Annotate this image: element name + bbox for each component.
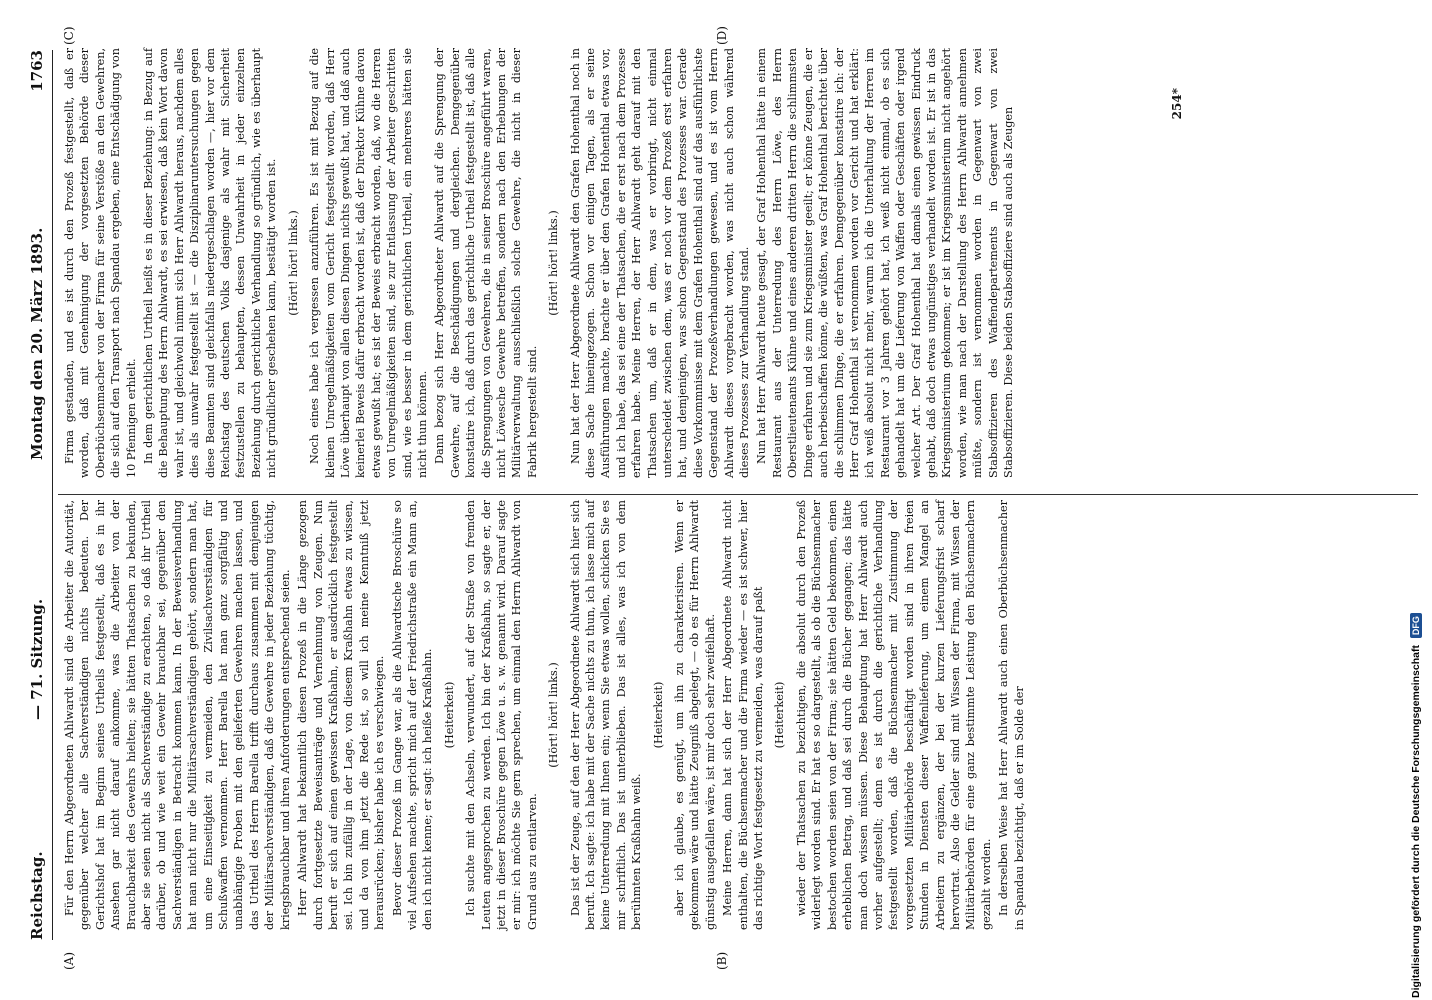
page-number: 1763: [28, 50, 46, 92]
marker-b: (B): [715, 951, 729, 970]
marker-d: (D): [715, 26, 729, 45]
stage-direction: (Hört! hört! links.): [547, 662, 561, 768]
paragraph: Nun hat der Herr Abgeordnete Ahlwardt den Grafen Hohenthal noch in diese Sache hineingezogen. Schon vor einigen Tagen, als er seine Ausführungen machte, brachte er über den Grafen Hohenthal etwas vor, und ich habe, das sei eine der Thatsachen, die er erst nach dem Prozesse erfahren habe. Meine Herren, der Herr Ahlwardt geht darauf mit den Thatsachen um, daß er in dem, was er vorbringt, nicht einmal unterscheidet zwischen dem, was er noch vor dem Prozeß erst erfahren hat, und demjenigen, was schon Gegenstand des Prozesses war. Gerade diese Vorkommnisse mit dem Grafen Hohenthal sind auf das ausführlichste Gegenstand der Prozeßverhandlungen gewesen, und es ist vom Herrn Ahlwardt dieses vorgebracht worden, was nicht auch schon während dieses Prozesses zur Verhandlung stand.: [568, 48, 752, 478]
paragraph: Nun hat Herr Ahlwardt heute gesagt, der Graf Hohenthal hätte in einem Restaurant aus der Unterredung des Herrn Löwe, des Herrn Oberstlieutenants Kühne und eines anderen dritten Herrn die schlimmsten Dinge erfahren und sie zum Kriegsminister geeilt; er könne Zeugen, die er auch herbeischaffen könne, die wüßten, was Graf Hohenthal berichtet über die schlimmen Dinge, die er erfahren. Demgegenüber konstatire ich: der Herr Graf Hohenthal ist vernommen worden vor Gericht und hat erklärt: ich weiß absolut nicht mehr, warum ich die Unterhaltung der Herren im Restaurant vor 3 Jahren gehört hat, ich weiß nicht einmal, ob es sich gehandelt hat um die Lieferung von Waffen oder Geschäften oder irgend welcher Art. Der Graf Hohenthal hat damals einen gewissen Eindruck gehabt, daß doch etwas ungünstiges verhandelt worden ist. Er ist in das Kriegsministerium gekommen; er ist im Kriegsministerium nicht angehört worden, wie man nach der Darstellung des Herrn Ahlwardt annehmen müßte, sondern ist vernommen worden in Gegenwart von zwei Stabsoffizieren des Waffendepartements in Gegenwart von zwei Stabsoffizieren. Diese beiden Stabsoffiziere sind auch als Zeugen: [755, 48, 1015, 478]
paragraph: Noch eines habe ich vergessen anzuführen. Es ist mit Bezug auf die kleinen Unregelmäßigkeiten vom Gericht festgestellt worden, daß Herr Löwe überhaupt von allen diesen Dingen nichts gewußt hat, und daß auch keinerlei Beweis dafür erbracht worden ist, daß der Direktor Kühne davon etwas gewußt hat; es ist der Beweis erbracht worden, daß, wo die Herren von Unregelmäßigkeiten sind, sie zur Entlassung der Arbeiter geschritten sind, wie es besser in dem gerichtlichen Urtheil, ein mehreres hätten sie nicht thun können.: [308, 48, 429, 478]
paragraph: Für den Herrn Abgeordneten Ahlwardt sind die Arbeiter die Autorität, gegenüber welcher alle Sachverständigen nichts bedeuten. Der Gerichtshof hat im Beginn seines Urtheils festgestellt, daß es in ihr Ansehen gar nicht darauf ankomme, was die Arbeiter von der Brauchbarkeit des Gewehrs hielten; sie hätten Thatsachen zu bekunden, aber sie seien nicht als Sachverständige zu erachten, so daß ihr Urtheil darüber, ob und wie weit ein Gewehr brauchbar sei, gegenüber den Sachverständigen in Betracht kommen kann. In der Beweisverhandlung hat man nicht nur die Militärsachverständigen gehört, sondern man hat, um eine Einseitigkeit zu vermeiden, den Zivilsachverständigen für Schußwaffen vernommen. Herr Barella hat man ganz sorgfältig und unabhängige Proben mit den gelieferten Gewehren machen lassen, und das Urtheil des Herrn Barella trifft durchaus zusammen mit demjenigen der Militärsachverständigen, daß die Gewehre in jeder Beziehung tüchtig, kriegsbrauchbar und ihren Anforderungen entsprechend seien.: [63, 500, 292, 930]
stage-direction: (Heiterkeit): [773, 681, 787, 749]
right-column: [62, 48, 1018, 478]
column-divider: [58, 494, 1418, 495]
paragraph: wieder der Thatsachen zu bezichtigen, die absolut durch den Prozeß widerlegt worden sind. Er hat es so dargestellt, als ob die Büchsenmacher bestochen worden seien von der Firma; sie hätten Geld bekommen, einen erheblichen Betrag, und daß sei durch die Bücher gegangen; das hätte man doch wissen müssen. Diese Behauptung hat Herr Ahlwardt auch vorher aufgestellt; denn es ist durch die gerichtliche Verhandlung festgestellt worden, daß die Büchsenmacher mit Zustimmung der vorgesetzten Militärbehörde beschäftigt worden sind in ihren freien Stunden in Diensten dieser Waffenlieferung, um einem Mangel an Arbeitern zu ergänzen, der bei der kurzen Lieferungsfrist scharf hervortrat. Also die Gelder sind mit Wissen der Firma, mit Wissen der Militärbehörden für eine ganz bestimmte Leistung den Büchsenmachern gezahlt worden.: [794, 500, 993, 930]
paragraph: Dann bezog sich Herr Abgeordneter Ahlwardt auf die Sprengung der Gewehre, auf die Beschädigungen und dergleichen. Demgegenüber konstatire ich, daß durch das gerichtliche Urtheil festgestellt ist, daß alle die Sprengungen von Gewehren, die in seiner Broschüre angeführt waren, nicht Löwesche Gewehre betreffen, sondern nach den Erhebungen der Militärverwaltung ausschließlich solche Gewehre, die nicht in dieser Fabrik hergestellt sind.: [433, 48, 539, 478]
header-date: Montag den 20. März 1893.: [28, 227, 46, 460]
paragraph: aber ich glaube, es genügt, um ihn zu charakterisiren. Wenn er gekommen wäre und hätte Zeugniß abgelegt, — ob es für Herrn Ahlwardt günstig ausgefallen wäre, ist mir doch sehr zweifelhaft.: [673, 500, 717, 930]
page-header: [28, 50, 52, 940]
header-session: — 71. Sitzung.: [28, 598, 46, 720]
paragraph: Herr Ahlwardt hat bekanntlich diesen Prozeß in die Länge gezogen durch fortgesetzte Beweisanträge und Vernehmung von Zeugen. Nun beruft er sich auf einen gewissen Kraßhahn, er ausdrücklich festgestellt sei. Ich bin zufällig in der Lage, von diesem Kraßhahn etwas zu wissen, und da von ihm jetzt die Rede ist, so will ich meine Kenntniß jetzt herausrücken; bisher habe ich es verschwiegen.: [296, 500, 387, 930]
credit-text: Digitalisierung gefördert durch die Deutsche Forschungsgemeinschaft: [1410, 645, 1422, 998]
paragraph: Bevor dieser Prozeß im Gange war, als die Ahlwardtsche Broschüre so viel Aufsehen machte, spricht mich auf der Friedrichstraße ein Mann an, den ich nicht kenne; er sagt: ich heiße Kraßhahn.: [390, 500, 435, 930]
left-column: [62, 500, 1029, 930]
digitization-credit: [1402, 0, 1432, 1000]
sheet-signature: 254*: [1170, 88, 1184, 120]
marker-c: (C): [62, 26, 76, 45]
paragraph: Meine Herren, dann hat sich der Herr Abgeordnete Ahlwardt nicht enthalten, die Büchsenmacher und die Firma wieder — es ist schwer, hier das richtige Wort festgesetzt zu vermeiden, was darauf paßt: [721, 500, 766, 930]
paragraph: Firma gestanden, und es ist durch den Prozeß festgestellt, daß er worden, daß mit Genehmigung der vorgesetzten Behörde dieser Oberbüchsenmacher von der Firma für seine Verstöße an den Gewehren, die sich auf den Transport nach Spandau ergeben, eine Entschädigung von 10 Pfennigen erhielt.: [63, 48, 138, 478]
paragraph: In derselben Weise hat Herr Ahlwardt auch einen Oberbüchsenmacher in Spandau bezichtigt, daß er im Solde der: [997, 500, 1026, 930]
stage-direction: (Hört! hört! links.): [547, 210, 561, 316]
paragraph: Ich suchte mit den Achseln, verwundert, auf der Straße von fremden Leuten angesprochen zu werden. Ich bin der Kraßhahn, so sagte er, der jetzt in dieser Broschüre gegen Löwe u. s. w. genannt wird. Darauf sagte er mir: ich möchte Sie gern sprechen, um einmal den Herrn Ahlwardt von Grund aus zu entlarven.: [464, 500, 539, 930]
stage-direction: (Heiterkeit): [442, 681, 456, 749]
marker-a: (A): [62, 951, 76, 970]
paragraph: Das ist der Zeuge, auf den der Herr Abgeordnete Ahlwardt sich hier sich beruft. Ich sagte: ich habe mit der Sache nichts zu thun, ich lasse mich auf keine Unterredung mit Ihnen ein; wenn Sie etwas wollen, schicken Sie es mir schriftlich. Das ist unterblieben. Das ist alles, was ich von dem berühmten Kraßhahn weiß.: [568, 500, 644, 930]
header-rule: [52, 50, 53, 940]
stage-direction: (Hört! hört! links.): [286, 210, 300, 316]
dfg-logo: DFG: [1410, 613, 1422, 638]
stage-direction: (Heiterkeit): [651, 681, 665, 749]
credit-text-wrap: [1410, 613, 1422, 998]
paragraph: In dem gerichtlichen Urtheil heißt es in dieser Beziehung: in Bezug auf die Behauptung des Herrn Ahlwardt, es sei erwiesen, daß kein Wort davon wahr ist, und gleichwohl nimmt sich Herr Ahlwardt heraus, nachdem alles dies als unwahr festgestellt ist — die Disziplinaruntersuchungen gegen diese Beamten sind gleichfalls niedergeschlagen worden —, hier vor dem Reichstag des deutschen Volks dasjenige als wahr mit Sicherheit festzustellen zu behaupten, dessen Unwahrheit in jeder einzelnen Beziehung durch gerichtliche Verhandlung so gründlich, wie es überhaupt nicht gründlicher geschehen kann, bestätigt worden ist.: [142, 48, 279, 478]
header-left: Reichstag.: [28, 851, 46, 940]
